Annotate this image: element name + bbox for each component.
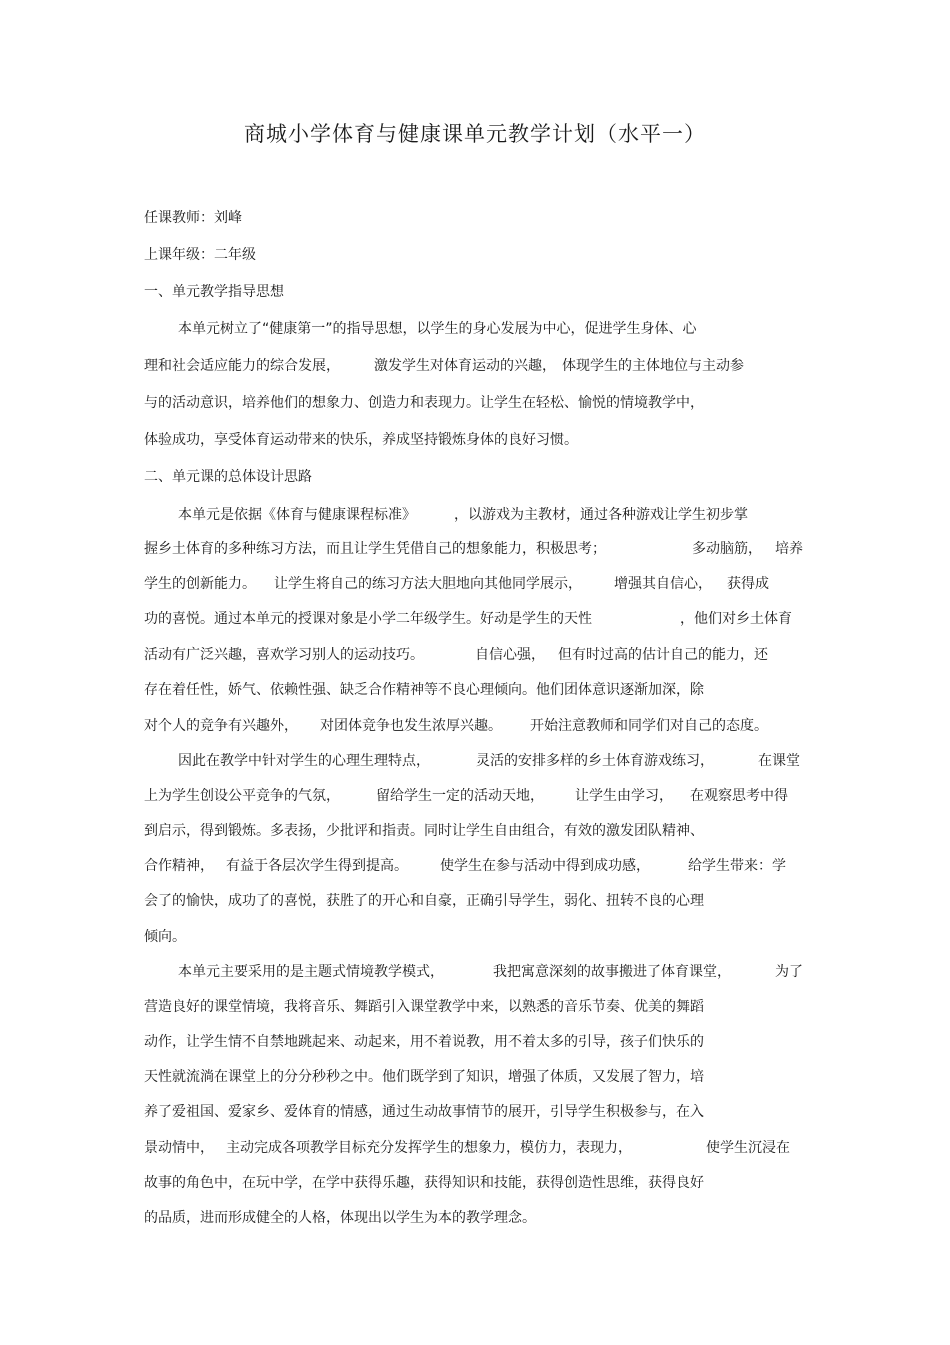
text-segment: 的品质，进而形成健全的人格，体现出以学生为本的教学理念。 xyxy=(144,1210,536,1226)
paragraph-line xyxy=(178,505,858,525)
text-segment: 理和社会适应能力的综合发展， xyxy=(144,358,340,374)
text-segment: 在课堂 xyxy=(758,753,800,769)
text-segment: 使学生沉浸在 xyxy=(706,1140,790,1156)
text-segment: ，他们对乡土体育 xyxy=(680,611,792,627)
text-segment: 增强其自信心， xyxy=(614,576,712,592)
text-segment: 给学生带来：学 xyxy=(688,858,786,874)
text-segment: 在观察思考中得 xyxy=(690,788,788,804)
text-segment: 本单元树立了“健康第一”的指导思想，以学生的身心发展为中心，促进学生身体、心 xyxy=(178,321,697,337)
paragraph-line xyxy=(144,997,824,1017)
section-heading: 一、单元教学指导思想 xyxy=(144,284,284,300)
paragraph-line xyxy=(144,609,824,629)
paragraph-line xyxy=(144,891,824,911)
paragraph-line xyxy=(144,1032,824,1052)
paragraph-line xyxy=(144,680,824,700)
text-segment: 养了爱祖国、爱家乡、爱体育的情感，通过生动故事情节的展开，引导学生积极参与，在入 xyxy=(144,1104,704,1120)
paragraph-line xyxy=(144,1138,824,1158)
section-heading: 二、单元课的总体设计思路 xyxy=(144,469,312,485)
text-segment: 故事的角色中，在玩中学，在学中获得乐趣，获得知识和技能，获得创造性思维，获得良好 xyxy=(144,1175,704,1191)
text-segment: 动作，让学生情不自禁地跳起来、动起来，用不着说教，用不着太多的引导，孩子们快乐的 xyxy=(144,1034,704,1050)
text-segment: 景动情中， xyxy=(144,1140,214,1156)
paragraph-line xyxy=(144,716,824,736)
text-segment: 上为学生创设公平竞争的气氛， xyxy=(144,788,340,804)
text-segment: 让学生由学习， xyxy=(575,788,673,804)
text-segment: 获得成 xyxy=(727,576,769,592)
text-segment: 体验成功，享受体育运动带来的快乐，养成坚持锻炼身体的良好习惯。 xyxy=(144,432,578,448)
text-segment: 存在着任性，娇气、依赖性强、缺乏合作精神等不良心理倾向。他们团体意识逐渐加深，除 xyxy=(144,682,704,698)
text-segment: 我把寓意深刻的故事搬进了体育课堂， xyxy=(493,964,731,980)
paragraph-line xyxy=(178,319,858,339)
text-segment: 对团体竞争也发生浓厚兴趣。 xyxy=(320,718,502,734)
paragraph-line xyxy=(144,1173,824,1193)
paragraph-line xyxy=(144,786,824,806)
paragraph-line xyxy=(144,356,824,376)
text-segment: 合作精神， xyxy=(144,858,214,874)
text-segment: 培养 xyxy=(775,541,803,557)
text-segment: 握乡土体育的多种练习方法，而且让学生凭借自己的想象能力，积极思考； xyxy=(144,541,606,557)
paragraph-line xyxy=(178,751,858,771)
paragraph-line xyxy=(178,962,858,982)
text-segment: 主动完成各项教学目标充分发挥学生的想象力，模仿力，表现力， xyxy=(226,1140,632,1156)
meta-line: 上课年级：二年级 xyxy=(144,247,256,263)
text-segment: 使学生在参与活动中得到成功感， xyxy=(440,858,650,874)
paragraph-line xyxy=(144,645,824,665)
text-segment: 与的活动意识，培养他们的想象力、创造力和表现力。让学生在轻松、愉悦的情境教学中， xyxy=(144,395,704,411)
paragraph-line xyxy=(144,927,824,947)
paragraph-line xyxy=(144,393,824,413)
text-segment: 本单元主要采用的是主题式情境教学模式， xyxy=(178,964,444,980)
paragraph-line xyxy=(144,1102,824,1122)
text-segment: 自信心强， xyxy=(475,647,545,663)
paragraph-line xyxy=(144,539,824,559)
text-segment: 倾向。 xyxy=(144,929,186,945)
text-segment: 营造良好的课堂情境，我将音乐、舞蹈引入课堂教学中来，以熟悉的音乐节奏、优美的舞蹈 xyxy=(144,999,704,1015)
text-segment: 对个人的竞争有兴趣外， xyxy=(144,718,298,734)
text-segment: 激发学生对体育运动的兴趣， xyxy=(374,358,556,374)
paragraph-line xyxy=(144,1067,824,1087)
text-segment: 多动脑筋， xyxy=(692,541,762,557)
text-segment: 因此在教学中针对学生的心理生理特点， xyxy=(178,753,430,769)
text-segment: ，以游戏为主教材，通过各种游戏让学生初步掌 xyxy=(454,507,748,523)
meta-line: 任课教师：刘峰 xyxy=(144,210,242,226)
text-segment: 天性就流淌在课堂上的分分秒秒之中。他们既学到了知识，增强了体质，又发展了智力，培 xyxy=(144,1069,704,1085)
text-segment: 有益于各层次学生得到提高。 xyxy=(226,858,408,874)
text-segment: 学生的创新能力。 xyxy=(144,576,256,592)
paragraph-line xyxy=(144,821,824,841)
paragraph-line xyxy=(144,574,824,594)
paragraph-line xyxy=(144,430,824,450)
text-segment: 灵活的安排多样的乡土体育游戏练习， xyxy=(476,753,714,769)
text-segment: 活动有广泛兴趣，喜欢学习别人的运动技巧。 xyxy=(144,647,424,663)
document-title: 商城小学体育与健康课单元教学计划（水平一） xyxy=(244,122,706,146)
paragraph-line xyxy=(144,856,824,876)
text-segment: 留给学生一定的活动天地， xyxy=(376,788,544,804)
text-segment: 本单元是依据《体育与健康课程标准》 xyxy=(178,507,416,523)
text-segment: 功的喜悦。通过本单元的授课对象是小学二年级学生。好动是学生的天性 xyxy=(144,611,592,627)
text-segment: 为了 xyxy=(775,964,803,980)
text-segment: 开始注意教师和同学们对自己的态度。 xyxy=(530,718,768,734)
text-segment: 体现学生的主体地位与主动参 xyxy=(562,358,744,374)
text-segment: 让学生将自己的练习方法大胆地向其他同学展示， xyxy=(274,576,582,592)
text-segment: 到启示，得到锻炼。多表扬，少批评和指责。同时让学生自由组合，有效的激发团队精神、 xyxy=(144,823,704,839)
text-segment: 但有时过高的估计自己的能力，还 xyxy=(558,647,768,663)
paragraph-line xyxy=(144,1208,824,1228)
text-segment: 会了的愉快，成功了的喜悦，获胜了的开心和自豪，正确引导学生，弱化、扭转不良的心理 xyxy=(144,893,704,909)
